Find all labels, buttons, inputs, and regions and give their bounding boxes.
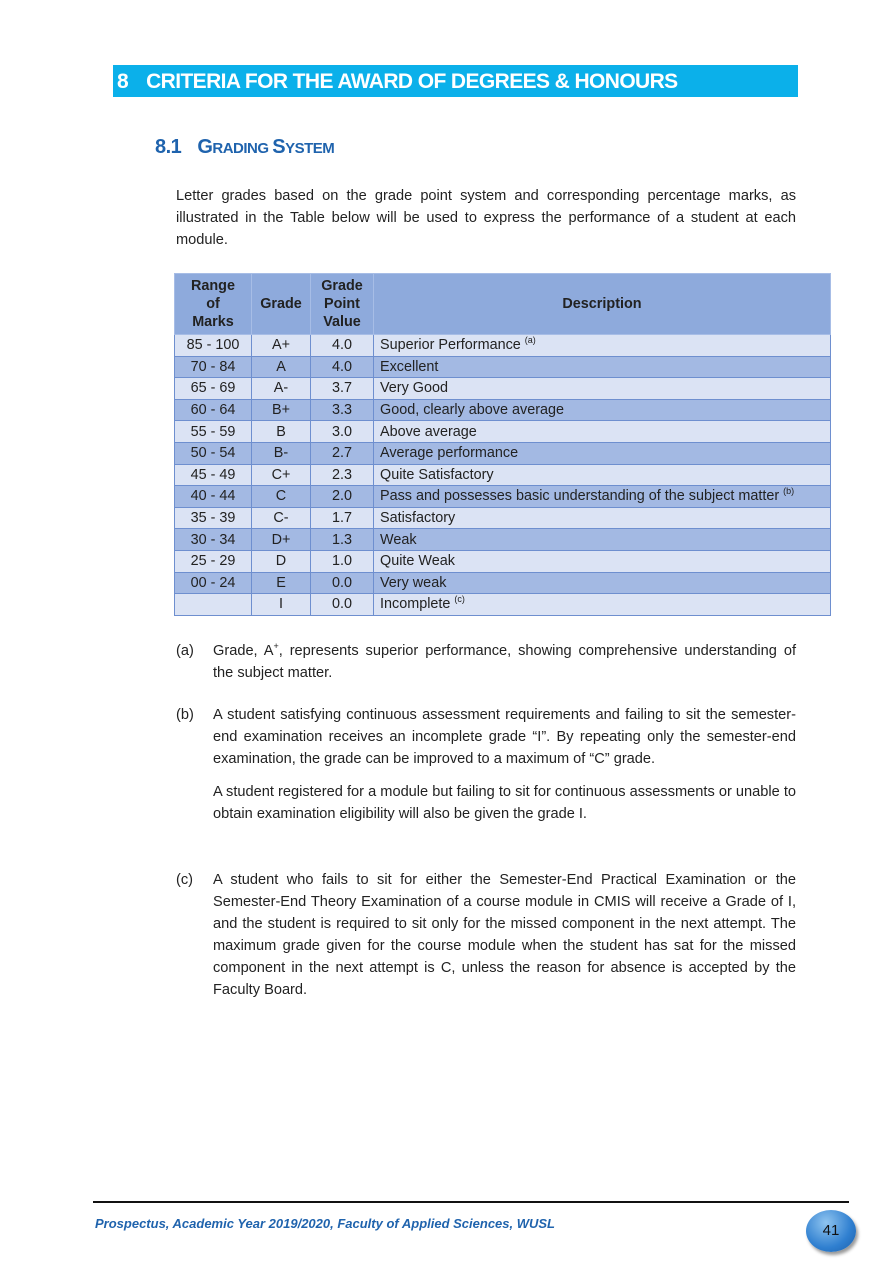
footnote-marker: (c) [454, 594, 465, 605]
note-c [176, 869, 796, 1012]
intro-paragraph: Letter grades based on the grade point system and corresponding percentage marks, as illustrated in the Table below will be used to express the performance of a student at each module. [176, 188, 796, 248]
note-a: (a) Grade, A+, represents superior performance, showing comprehensive understanding of the subject matter. [176, 641, 796, 681]
note-b [176, 704, 796, 836]
note-paragraph: A student registered for a module but failing to sit for continuous assessments or unable to obtain examination eligibility will also be given the grade I. [213, 784, 796, 822]
cell-range: 50 - 54 [175, 442, 252, 464]
cell-range: 55 - 59 [175, 421, 252, 443]
title-part: RADING [212, 140, 273, 157]
footer-divider [93, 1201, 849, 1203]
cell-description: Excellent [374, 356, 831, 378]
note-label: (b) [176, 707, 194, 723]
cell-range: 45 - 49 [175, 464, 252, 486]
title-part: YSTEM [285, 140, 335, 157]
subsection-heading [155, 136, 334, 159]
cell-description: Very weak [374, 572, 831, 594]
cell-gpv: 1.7 [311, 507, 374, 529]
cell-grade: B- [252, 442, 311, 464]
subsection-number: 8.1 [155, 136, 182, 158]
cell-description: Superior Performance $^{(a)}$ [374, 335, 831, 357]
cell-gpv: 1.3 [311, 529, 374, 551]
section-title: CRITERIA FOR THE AWARD OF DEGREES & HONOURS [146, 70, 678, 93]
header-grade: Grade [252, 274, 311, 335]
footnote-marker: (b) [783, 486, 795, 497]
table-row [175, 572, 831, 594]
note-paragraph: A student who fails to sit for either the Semester-End Practical Examination or the Semester-End Theory Examination of a course module in CMIS will receive a Grade of I, and the student is required to sit only for the missed component in the next attempt. The maximum grade given for the course module when the student has sat for the missed component in the next attempt is C, unless the reason for absence is accepted by the Faculty Board. [213, 872, 796, 998]
cell-grade: A [252, 356, 311, 378]
cell-range: 70 - 84 [175, 356, 252, 378]
cell-description: Very Good [374, 378, 831, 400]
table-row [175, 464, 831, 486]
table-row [175, 529, 831, 551]
note-paragraph: A student satisfying continuous assessment requirements and failing to sit the semester-end examination receives an incomplete grade “I”. By repeating only the semester-end examination, the grade can be improved to a maximum of “C” grade. [213, 707, 796, 767]
table-row [175, 486, 831, 508]
cell-gpv: 3.7 [311, 378, 374, 400]
cell-grade: A- [252, 378, 311, 400]
cell-gpv: 3.0 [311, 421, 374, 443]
cell-range: 35 - 39 [175, 507, 252, 529]
footnote-marker: (a) [524, 335, 536, 346]
cell-grade: I [252, 594, 311, 616]
cell-gpv: 4.0 [311, 356, 374, 378]
cell-gpv: 3.3 [311, 399, 374, 421]
cell-description: Above average [374, 421, 831, 443]
title-part: S [272, 136, 286, 158]
cell-grade: D [252, 550, 311, 572]
cell-range: 65 - 69 [175, 378, 252, 400]
cell-gpv: 2.3 [311, 464, 374, 486]
table-row [175, 507, 831, 529]
cell-range: 85 - 100 [175, 335, 252, 357]
cell-grade: B+ [252, 399, 311, 421]
cell-gpv: 2.0 [311, 486, 374, 508]
cell-grade: C [252, 486, 311, 508]
cell-grade: C+ [252, 464, 311, 486]
header-gpv: Grade Point Value [311, 274, 374, 335]
grading-table [174, 273, 831, 616]
footer-text: Prospectus, Academic Year 2019/2020, Faculty of Applied Sciences, WUSL [95, 1216, 556, 1231]
cell-description: Average performance [374, 442, 831, 464]
cell-gpv: 0.0 [311, 594, 374, 616]
cell-range [175, 594, 252, 616]
cell-description: Quite Satisfactory [374, 464, 831, 486]
cell-range: 00 - 24 [175, 572, 252, 594]
header-range: Range of Marks [175, 274, 252, 335]
table-row [175, 378, 831, 400]
cell-description: Quite Weak [374, 550, 831, 572]
table-header-row [175, 274, 831, 335]
cell-range: 40 - 44 [175, 486, 252, 508]
note-label: (a) [176, 643, 194, 659]
header-description: Description [374, 274, 831, 335]
table-row [175, 442, 831, 464]
cell-description: Incomplete $^{(c)}$ [374, 594, 831, 616]
cell-grade: B [252, 421, 311, 443]
cell-grade: D+ [252, 529, 311, 551]
cell-grade: C- [252, 507, 311, 529]
cell-gpv: 4.0 [311, 335, 374, 357]
cell-range: 30 - 34 [175, 529, 252, 551]
cell-gpv: 2.7 [311, 442, 374, 464]
table-row [175, 550, 831, 572]
cell-description: Pass and possesses basic understanding of the subject matter $^{(b)}$ [374, 486, 831, 508]
cell-range: 25 - 29 [175, 550, 252, 572]
page-number: 41 [806, 1210, 856, 1252]
table-row [175, 356, 831, 378]
cell-description: Weak [374, 529, 831, 551]
table-row [175, 399, 831, 421]
cell-grade: A+ [252, 335, 311, 357]
table-row [175, 594, 831, 616]
cell-description: Satisfactory [374, 507, 831, 529]
cell-grade: E [252, 572, 311, 594]
table-row [175, 421, 831, 443]
cell-gpv: 1.0 [311, 550, 374, 572]
note-label: (c) [176, 872, 194, 888]
section-number: 8 [117, 70, 129, 93]
title-part: G [197, 136, 213, 158]
cell-gpv: 0.0 [311, 572, 374, 594]
cell-range: 60 - 64 [175, 399, 252, 421]
table-row [175, 335, 831, 357]
section-heading [113, 65, 798, 97]
cell-description: Good, clearly above average [374, 399, 831, 421]
